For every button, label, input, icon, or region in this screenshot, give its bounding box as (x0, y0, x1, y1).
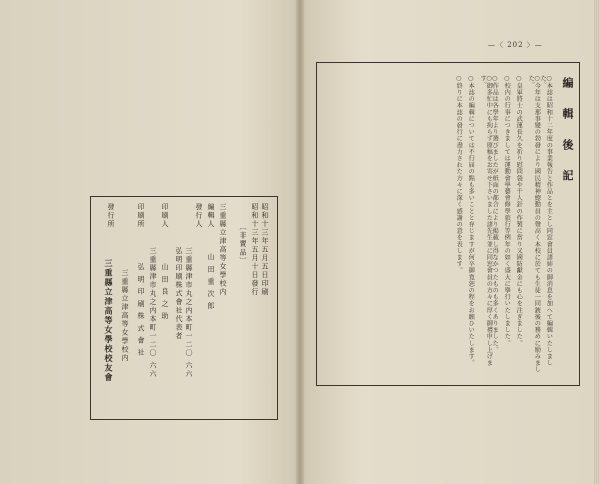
right-page (302, 0, 600, 484)
publisher-address: 三重縣津市丸之内本町一二〇 六六 (185, 247, 193, 379)
postscript-paragraph: ○今年は支那事變の勃發により國民精神總動員の聲高く本校に於ても生徒一同銃後の務めに励みました。 (527, 75, 541, 373)
printer-label: 印刷人 (161, 203, 169, 229)
editorial-postscript-box (316, 62, 580, 386)
print-date: 昭和十三年五月五日印刷 (261, 203, 269, 297)
printing-office-name: 弘 明 印 刷 株 式 會 社 (137, 263, 145, 358)
issuer-label: 發行所 (107, 203, 115, 229)
postscript-title: 編 輯 後 記 (561, 77, 574, 189)
colophon-box (90, 196, 278, 420)
postscript-paragraph: ○本誌の編輯については不行届の點も多いことと存じますが何卒御寛恕の程をお願ひいたします。 (467, 75, 475, 367)
issuer-name: 三重縣立津高等女學校校友會 (104, 259, 114, 383)
printing-office-address: 三重縣津市丸之内本町一二〇 六六 (149, 247, 157, 379)
left-page (0, 0, 298, 484)
postscript-paragraph: ○本誌は昭和十二年度の事業報告と作品とを主とし同窓會員諸姉の御消息を加へて編輯いたしました。 (539, 75, 553, 367)
postscript-paragraph: ○終りに本誌の發行に盡力された方々に深く感謝の意を表します。 (455, 75, 463, 274)
publisher-company: 弘明印刷株式會社代表者 (175, 247, 183, 341)
not-for-sale-label: 〔非賣品〕 (239, 223, 247, 266)
editor-label: 編輯人 (207, 203, 215, 229)
editor-address: 三重縣立津高等女學校内 (219, 203, 227, 297)
postscript-paragraph: ○御多忙中にも拘らず原稿をお寄せ下さいました諸先生並に同窓會員の方々に厚く御禮申し上げます。 (479, 75, 493, 367)
postscript-paragraph: ○校内の行事につきましては運動會學藝會修學旅行等例年の如く盛大に擧行いたしました。 (503, 75, 511, 347)
postscript-paragraph: ○作品は各學年より選びましたが紙面の都合により掲載し得なかつたものも多くありました。 (491, 75, 499, 353)
page-number: —〈 202 〉— (488, 41, 543, 49)
editor-name: 山 田 重 次 郎 (207, 253, 215, 311)
postscript-paragraph: ○皇軍將士の武運長久を祈り慰問袋や千人針の作製に當り又國防獻金にも心を注ぎました。 (515, 75, 523, 347)
issue-date: 昭和十三年五月十日發行 (251, 203, 259, 297)
page-edges (594, 0, 600, 484)
printing-office-label: 印刷所 (137, 203, 145, 229)
publisher-label: 發行人 (195, 203, 203, 229)
printer-name: 山 田 良 之 助 (161, 263, 169, 321)
issuer-address: 三重縣立津高等女學校内 (121, 269, 129, 363)
